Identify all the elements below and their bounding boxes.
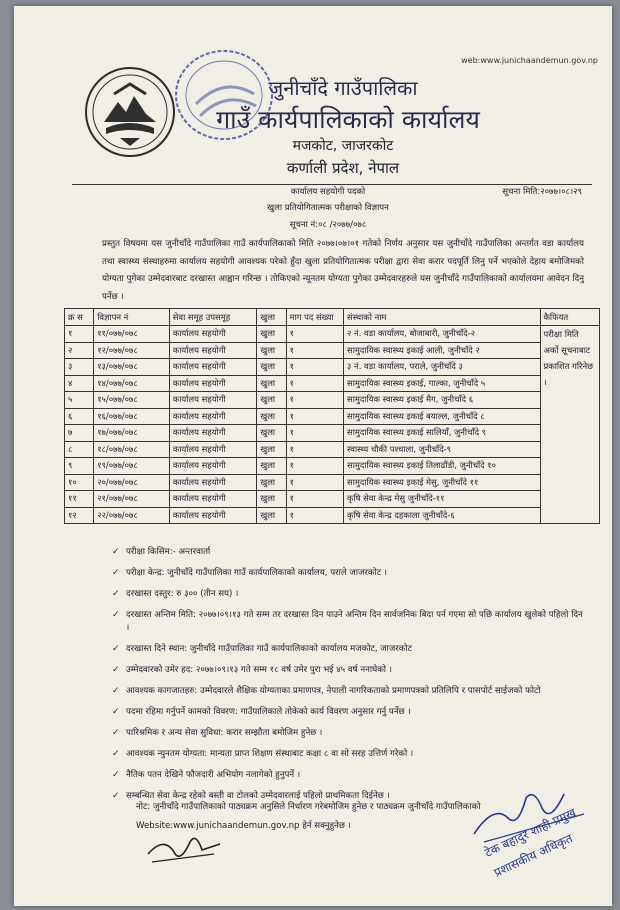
table-cell: २०/०७७/०७८ bbox=[94, 474, 170, 491]
condition-item: ✓ पदमा रहिमा गर्नुपर्ने कामको विवरण: गाउँपालिकाले तोकेको कार्य विवरण अनुसार गर्नु पर्नेछ । bbox=[114, 706, 588, 719]
condition-item: ✓ दरखास्त दिने स्थान: जुनीचाँदे गाउँपालिका गाउँ कार्यपालिकाको कार्यालय मजकोट, जाजरकोट bbox=[114, 643, 588, 656]
condition-item: ✓ उम्मेदवारको उमेर हद: २०७७।०९।१३ गते सम्म १८ वर्ष उमेर पुरा भई ४५ वर्ष ननाघेको । bbox=[114, 664, 588, 677]
table-cell: कृषि सेवा केन्द्र मेसु जुनीचाँदे-११ bbox=[344, 491, 540, 508]
table-cell: २ नं. वडा कार्यालय, बोजाबारी, जुनीचाँदे-२ bbox=[344, 326, 540, 343]
table-cell: १५/०७७/०७८ bbox=[94, 392, 170, 409]
table-row bbox=[65, 342, 600, 359]
notice-date: सूचना मिति:२०७७।०८।२९ bbox=[502, 187, 582, 197]
table-cell: स्वास्थ्य चौकी पश्चाला, जुनीचाँदे-९ bbox=[344, 441, 540, 458]
table-cell: १ bbox=[286, 342, 343, 359]
table-cell: सामुदायिक स्वास्थ्य इकाई मैग, जुनीचाँदे ६ bbox=[344, 392, 540, 409]
table-cell: सामुदायिक स्वास्थ्य इकाई सालियाँ, जुनीचाँदे ९ bbox=[344, 425, 540, 442]
table-cell: २ bbox=[65, 342, 94, 359]
table-cell: कार्यालय सहयोगी bbox=[169, 375, 257, 392]
condition-item: ✓ परीक्षा केन्द्र: जुनीचाँदे गाउँपालिका गाउँ कार्यपालिकाको कार्यालय, पराले जाजरकोट । bbox=[114, 567, 588, 580]
office-location: मजकोट, जाजरकोट bbox=[292, 138, 394, 154]
table-cell: खुला bbox=[257, 392, 286, 409]
remarks-cell: परीक्षा मिति अर्को सूचनाबाट प्रकाशित गरिनेछ । bbox=[540, 326, 600, 524]
table-cell: १२/०७७/०७८ bbox=[94, 342, 170, 359]
table-cell: १ bbox=[286, 474, 343, 491]
table-cell: कार्यालय सहयोगी bbox=[169, 474, 257, 491]
table-cell: ११ bbox=[65, 491, 94, 508]
table-cell: खुला bbox=[257, 474, 286, 491]
table-cell: २१/०७७/०७८ bbox=[94, 491, 170, 508]
table-cell: १ bbox=[65, 326, 94, 343]
table-cell: कार्यालय सहयोगी bbox=[169, 507, 257, 524]
table-cell: खुला bbox=[257, 408, 286, 425]
table-cell: खुला bbox=[257, 359, 286, 376]
table-cell: १ bbox=[286, 425, 343, 442]
condition-item: ✓ दरखास्त दस्तुर: रु ३०० (तीन सय) । bbox=[114, 588, 588, 601]
table-cell: कार्यालय सहयोगी bbox=[169, 342, 257, 359]
table-cell: १ bbox=[286, 458, 343, 475]
table-cell: ६ bbox=[65, 408, 94, 425]
table-cell: खुला bbox=[257, 425, 286, 442]
table-cell: सामुदायिक स्वास्थ्य इकाई बयाल्ल, जुनीचाँदे ८ bbox=[344, 408, 540, 425]
col-institution: संस्थाको नाम bbox=[344, 309, 540, 326]
table-cell: सामुदायिक स्वास्थ्य इकाई मेसु, जुनीचाँदे ११ bbox=[344, 474, 540, 491]
vacancy-table bbox=[64, 308, 600, 524]
office-name: गाउँ कार्यपालिकाको कार्यालय bbox=[216, 105, 480, 134]
condition-item: ✓ परीक्षा किसिम:- अन्तरवार्ता bbox=[114, 546, 588, 559]
table-cell: खुला bbox=[257, 507, 286, 524]
table-row bbox=[65, 507, 600, 524]
table-cell: ७ bbox=[65, 425, 94, 442]
table-cell: १० bbox=[65, 474, 94, 491]
table-cell: १२ bbox=[65, 507, 94, 524]
table-header-row bbox=[65, 309, 600, 326]
condition-item: ✓ आवश्यक कागजातहरु: उम्मेदवारले शैक्षिक योग्यताका प्रमाणपत्र, नेपाली नागरिकताको प्रमाणपत्रको प्रतिलिपि र पासपोर्ट साईजको फोटो bbox=[114, 685, 588, 698]
table-cell: १ bbox=[286, 507, 343, 524]
table-cell: १ bbox=[286, 326, 343, 343]
col-serial: क्र स bbox=[65, 309, 94, 326]
table-cell: २२/०७७/०७८ bbox=[94, 507, 170, 524]
table-cell: सामुदायिक स्वास्थ्य इकाई, गाल्का, जुनीचाँदे ५ bbox=[344, 375, 540, 392]
col-remarks: कैफियत bbox=[540, 309, 600, 326]
table-row bbox=[65, 359, 600, 376]
table-cell: सामुदायिक स्वास्थ्य इकाई आली, जुनीचाँदे २ bbox=[344, 342, 540, 359]
table-cell: ३ bbox=[65, 359, 94, 376]
table-cell: कार्यालय सहयोगी bbox=[169, 392, 257, 409]
table-cell: कार्यालय सहयोगी bbox=[169, 359, 257, 376]
col-service-group: सेवा समूह उपसमूह bbox=[169, 309, 257, 326]
table-row bbox=[65, 458, 600, 475]
notice-number: सूचना नं:०८ /२०७७/०७८ bbox=[289, 220, 367, 230]
condition-item: ✓ नैतिक पतन देखिने फौजदारी अभियोग नलागेको हुनुपर्ने । bbox=[114, 769, 588, 782]
table-row bbox=[65, 392, 600, 409]
table-cell: ३ नं. वडा कार्यालय, पराले, जुनीचाँदे ३ bbox=[344, 359, 540, 376]
table-cell: कार्यालय सहयोगी bbox=[169, 491, 257, 508]
table-row bbox=[65, 408, 600, 425]
condition-item: ✓ सम्बन्धित सेवा केन्द्र रहेको बस्ती वा टोलको उम्मेदवारलाई पहिलो प्राथमिकता दिईनेछ । bbox=[114, 790, 588, 803]
table-cell: १ bbox=[286, 408, 343, 425]
table-cell: १ bbox=[286, 392, 343, 409]
notice-document bbox=[14, 6, 612, 906]
table-cell: १७/०७७/०७८ bbox=[94, 425, 170, 442]
condition-item: ✓ आवश्यक न्युनतम योग्यता: मान्यता प्राप्त शिक्षण संस्थाबाट कक्षा ८ वा सो सरह उत्तिर्ण गरेको । bbox=[114, 748, 588, 761]
table-cell: १ bbox=[286, 491, 343, 508]
officer-stamp: टेक बहादुर शाही प्रमुख प्रशासकीय अधिकृत bbox=[482, 805, 579, 880]
table-row bbox=[65, 474, 600, 491]
notice-post: कार्यालय सहयोगी पदको bbox=[290, 187, 366, 197]
table-cell: १४/०७७/०७८ bbox=[94, 375, 170, 392]
table-cell: कार्यालय सहयोगी bbox=[169, 458, 257, 475]
table-cell: १ bbox=[286, 375, 343, 392]
condition-item: ✓ पारिश्रमिक र अन्य सेवा सुविधा: करार सम्झौता बमोजिम हुनेछ । bbox=[114, 727, 588, 740]
table-cell: १ bbox=[286, 359, 343, 376]
website-url: web:www.junichaandemun.gov.np bbox=[461, 56, 598, 65]
table-cell: ५ bbox=[65, 392, 94, 409]
table-cell: १६/०७७/०७८ bbox=[94, 408, 170, 425]
condition-item: ✓ दरखास्त अन्तिम मिति: २०७७।०९।१३ गते सम्म तर दरखास्त दिन पाउने अन्तिम दिन सार्वजनिक बिदा पर्न गएमा सो पछि कार्यालय खुलेको पहिलो दिन । bbox=[114, 609, 588, 635]
table-row bbox=[65, 326, 600, 343]
footnote: नोट: जुनीचाँदे गाउँपालिकाको पाठ्यक्रम अनुसिले निर्धारण गरेबमोजिम हुनेछ र पाठ्यक्रम जुनीचाँदे गाउँपालिकाको Website:www.junichaandemun.gov.np हेर्न सक्नुहुनेछ । bbox=[136, 802, 481, 831]
table-cell: खुला bbox=[257, 458, 286, 475]
table-cell: ४ bbox=[65, 375, 94, 392]
table-cell: कार्यालय सहयोगी bbox=[169, 326, 257, 343]
table-cell: खुला bbox=[257, 375, 286, 392]
table-row bbox=[65, 441, 600, 458]
header-divider bbox=[72, 184, 592, 185]
table-cell: खुला bbox=[257, 491, 286, 508]
municipality-name: जुनीचाँदे गाउँपालिका bbox=[268, 76, 418, 100]
col-posts: माग पद संख्या bbox=[286, 309, 343, 326]
conditions-list bbox=[114, 546, 588, 811]
province-name: कर्णाली प्रदेश, नेपाल bbox=[286, 159, 400, 177]
table-cell: ११/०७७/०७८ bbox=[94, 326, 170, 343]
table-cell: १८/०७७/०७८ bbox=[94, 441, 170, 458]
notice-type: खुला प्रतियोगितात्मक परीक्षाको विज्ञापन bbox=[267, 203, 389, 213]
table-cell: खुला bbox=[257, 342, 286, 359]
col-open: खुला bbox=[257, 309, 286, 326]
signature-icon bbox=[144, 824, 224, 874]
table-cell: १३/०७७/०७८ bbox=[94, 359, 170, 376]
notice-paragraph: प्रस्तुत विषयमा यस जुनीचाँदे गाउँपालिका गाउँ कार्यपालिकाको मिति २०७७।०७।०१ गतेको निर्णय अनुसार यस जुनीचाँदे गाउँपालिका अन्तर्गत वडा कार्यालय तथा स्वास्थ्य संस्थाहरुमा कार्यालय सहयोगी आवश्यक परेको हुँदा खुला प्रतियोगितात्मक परीक्षा द्वारा सेवा करार पदपूर्ति लिनु पर्ने भएकोले देहाय बमोजिमको योग्यता पुगेका उम्मेदवारबाट दरखास्त आह्वान गरिन्छ । तोकिएको न्यूनतम योग्यता पुगेका उम्मेदवारहरुले यस जुनीचाँदे गाउँपालिकाको कार्यालयमा आवेदन दिनु पर्नेछ । bbox=[102, 239, 584, 302]
table-cell: कार्यालय सहयोगी bbox=[169, 408, 257, 425]
table-row bbox=[65, 491, 600, 508]
table-cell: खुला bbox=[257, 326, 286, 343]
table-cell: कार्यालय सहयोगी bbox=[169, 425, 257, 442]
table-cell: सामुदायिक स्वास्थ्य इकाई तिलाढौंडी, जुनीचाँदे १० bbox=[344, 458, 540, 475]
table-cell: १९/०७७/०७८ bbox=[94, 458, 170, 475]
table-cell: १ bbox=[286, 441, 343, 458]
table-cell: कार्यालय सहयोगी bbox=[169, 441, 257, 458]
table-cell: खुला bbox=[257, 441, 286, 458]
table-cell: कृषि सेवा केन्द्र दहकाला जुनीचाँदे-६ bbox=[344, 507, 540, 524]
table-row bbox=[65, 425, 600, 442]
table-cell: ८ bbox=[65, 441, 94, 458]
col-ad-number: विज्ञापन नं bbox=[94, 309, 170, 326]
table-cell: ९ bbox=[65, 458, 94, 475]
table-row bbox=[65, 375, 600, 392]
